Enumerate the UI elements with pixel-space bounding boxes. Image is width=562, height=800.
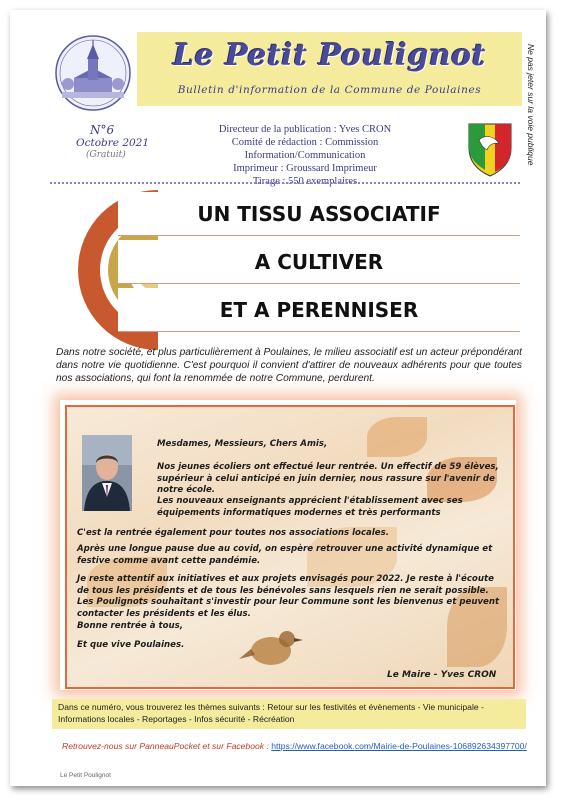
headline-line-2: A CULTIVER (118, 240, 520, 284)
issue-date: Octobre 2021 (76, 137, 150, 149)
credit-line: Tirage : 550 exemplaires (252, 176, 358, 187)
letter-paragraph: Et que vive Poulaines. (77, 640, 185, 650)
publication-credits (185, 123, 425, 188)
intro-paragraph: Dans notre société, et plus particulièrement à Poulaines, le milieu associatif est un acteur prépondérant dans notre vie quotidienne. C'est pourquoi il convient d'attirer de nouveaux adhérents pour que toutes nos associations, qui font la renommée de notre Commune, perdurent. (56, 347, 522, 384)
credit-line: Imprimeur : Groussard Imprimeur (233, 163, 377, 174)
headline-line-3: ET A PERENNISER (118, 288, 520, 332)
letter-greeting: Mesdames, Messieurs, Chers Amis, (157, 439, 328, 449)
letter-paragraph: Bonne rentrée à tous, (77, 621, 183, 631)
newsletter-page (10, 10, 546, 786)
issue-price: (Gratuit) (86, 150, 126, 160)
issue-number: N°6 (90, 123, 115, 137)
newsletter-subtitle: Bulletin d'information de la Commune de Poulaines (177, 84, 482, 96)
social-links (62, 741, 532, 751)
side-note: Ne pas jeter sur la voie publique (526, 44, 536, 166)
letter-signature: Le Maire - Yves CRON (387, 670, 497, 680)
masthead-banner (137, 32, 522, 106)
facebook-link[interactable]: https://www.facebook.com/Mairie-de-Poulaines-106892634397700/ (271, 741, 527, 751)
letter-paragraph: Les nouveaux enseignants apprécient l'établissement avec ses équipements informatiques modernes et très performants (157, 496, 463, 518)
letter-paragraph: Nos jeunes écoliers ont effectué leur rentrée. Un effectif de 59 élèves, supérieur à celui anticipé en juin dernier, nous rassure sur l'avenir de notre école. (157, 462, 499, 495)
letter-paragraph: C'est la rentrée également pour toutes nos associations locales. (77, 528, 390, 538)
credit-line: Comité de rédaction : Commission Information/Communication (231, 137, 379, 161)
headline-line-1: UN TISSU ASSOCIATIF (118, 192, 520, 236)
themes-summary: Dans ce numéro, vous trouverez les thèmes suivants : Retour sur les festivités et évènements - Vie municipale - Informations locales - Reportages - Infos sécurité - Récréation (52, 699, 526, 729)
header-divider (50, 182, 520, 184)
village-seal-icon (54, 34, 132, 112)
bird-illustration-icon (237, 615, 307, 675)
social-label: Retrouvez-nous sur PanneauPocket et sur Facebook : (62, 741, 269, 751)
newsletter-title: Le Petit Poulignot (172, 38, 487, 73)
page-footer: Le Petit Poulignot (60, 772, 111, 779)
credit-line: Directeur de la publication : Yves CRON (218, 124, 392, 135)
coat-of-arms-icon (465, 120, 515, 178)
letter-paragraph: Je reste attentif aux initiatives et aux projets envisagés pour 2022. Je reste à l'écoute de tous les présidents et de tous les bénévoles sans lesquels rien ne serait possible. Les Poulignots souhaitant s'investir pour leur Commune sont les bienvenus et peuvent contacter les présidents et les élus. (77, 574, 500, 619)
mayor-letter-box (65, 405, 515, 689)
letter-paragraph: Après une longue pause due au covid, on espère retrouver une activité dynamique et festive comme avant cette pandémie. (77, 544, 493, 566)
